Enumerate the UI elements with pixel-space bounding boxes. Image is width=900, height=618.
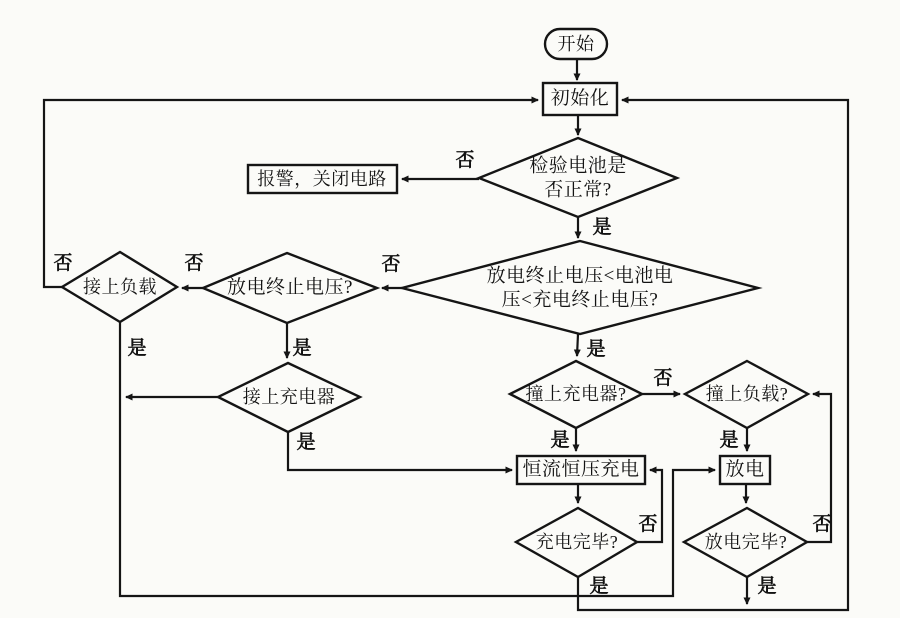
edge-label-discharge-done-yes: 是	[757, 576, 777, 598]
edge-label-connect-charger-yes: 是	[296, 432, 316, 454]
edge-connect-charger-yes-to-cccv	[288, 432, 512, 470]
node-label-discharge: 放电	[725, 459, 765, 481]
node-label-voltage-window: 放电终止电压<电池电压<充电终止电压?	[486, 265, 674, 310]
node-label-hit-load: 撞上负载?	[705, 383, 789, 404]
edge-label-hit-load-yes: 是	[719, 430, 739, 452]
edge-label-charge-done-yes: 是	[589, 576, 609, 598]
edge-label-connect-load-no: 否	[53, 253, 73, 275]
edge-window-yes-to-hit-charger	[577, 334, 578, 356]
node-label-alarm: 报警，关闭电路	[257, 168, 387, 189]
edge-label-check-no: 否	[455, 150, 475, 172]
node-label-charge-done: 充电完毕?	[535, 531, 619, 552]
node-label-connect-load: 接上负载	[83, 276, 157, 297]
edge-label-check-yes: 是	[592, 217, 612, 239]
node-label-hit-charger: 撞上充电器?	[525, 383, 627, 404]
edge-label-connect-load-yes: 是	[127, 338, 147, 360]
edge-label-discharge-end-no: 否	[184, 253, 204, 275]
node-label-connect-charger: 接上充电器	[242, 386, 336, 407]
edge-label-discharge-done-no: 否	[812, 514, 832, 536]
edge-label-window-yes: 是	[586, 339, 606, 361]
edge-label-hit-charger-no: 否	[653, 368, 673, 390]
node-label-start: 开始	[557, 33, 595, 54]
node-label-discharge-done: 放电完毕?	[704, 531, 788, 552]
node-label-init: 初始化	[550, 88, 610, 110]
edge-label-window-no: 否	[381, 254, 401, 276]
edge-label-hit-charger-yes: 是	[550, 430, 570, 452]
edge-label-discharge-end-yes: 是	[292, 338, 312, 360]
node-label-discharge-end: 放电终止电压?	[227, 277, 353, 299]
node-label-check-battery: 检验电池是否正常?	[529, 155, 627, 200]
edge-label-charge-done-no: 否	[638, 514, 658, 536]
node-label-cccv: 恒流恒压充电	[522, 459, 640, 481]
